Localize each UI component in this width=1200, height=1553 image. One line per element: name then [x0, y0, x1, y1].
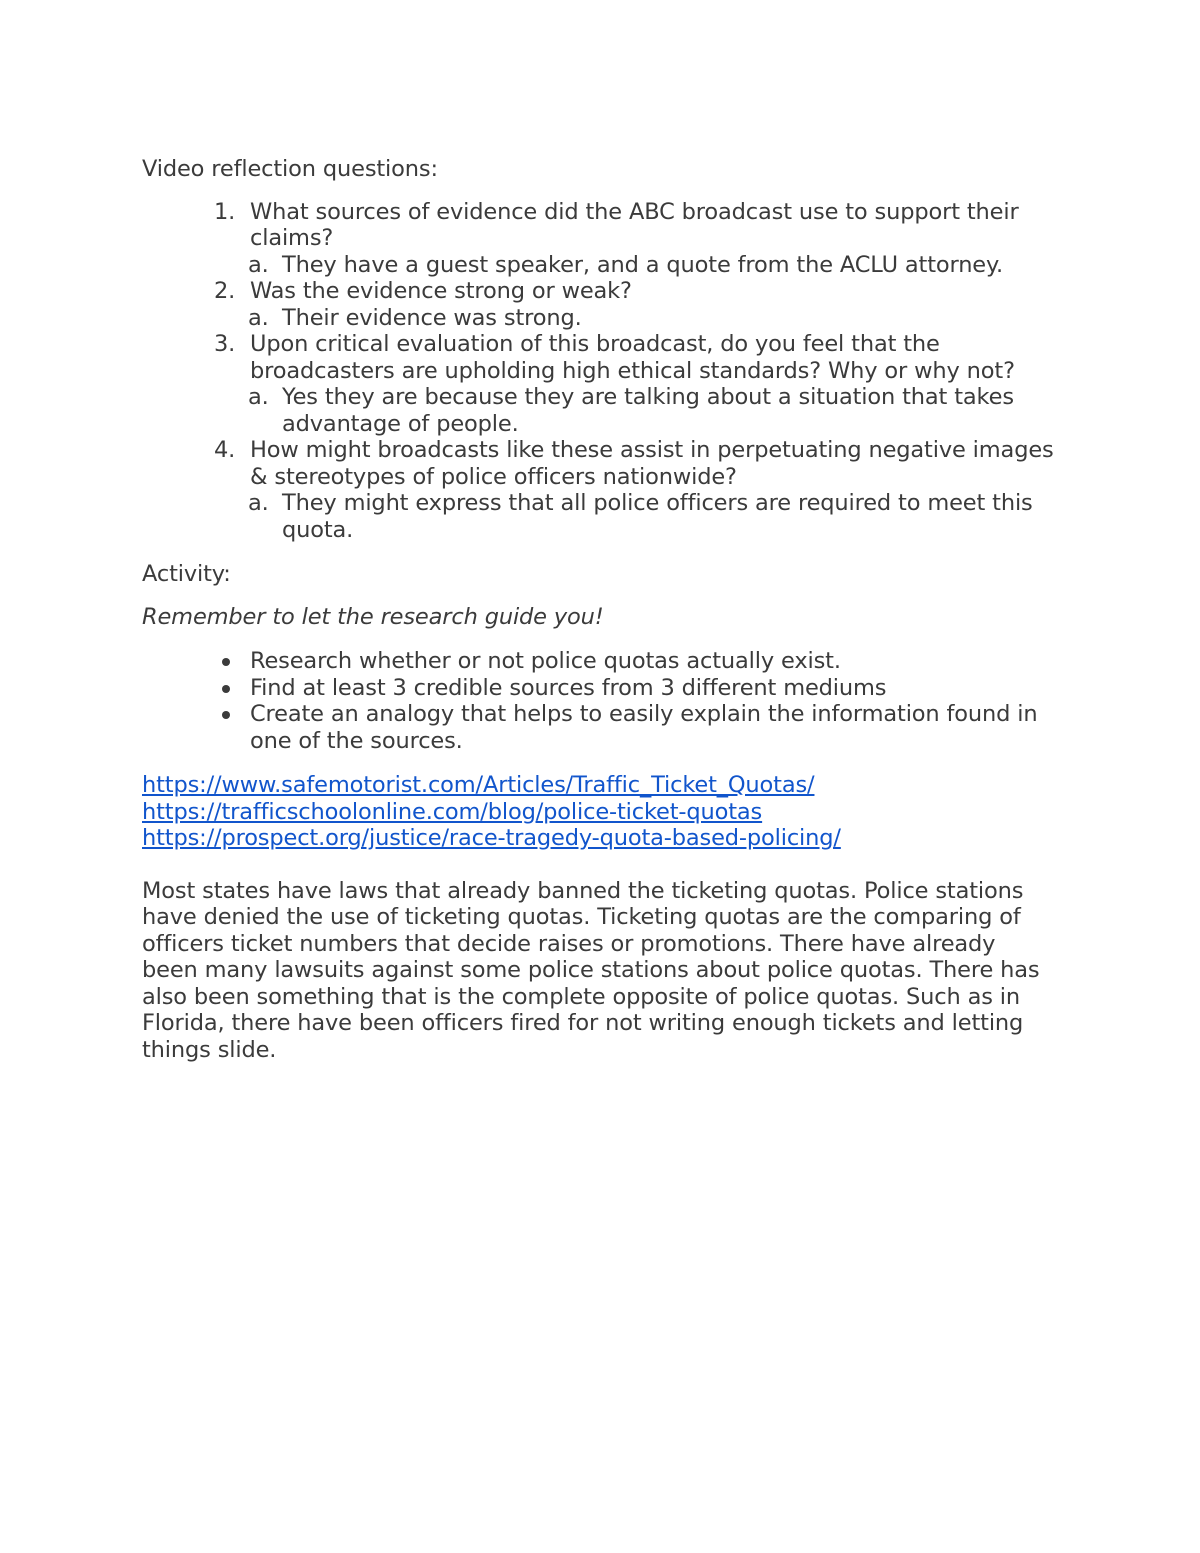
summary-paragraph: Most states have laws that already banned the ticketing quotas. Police stations have denied the use of ticketing quotas. Ticketing quotas are the comparing of officers ticket numbers that decide raises or promotions. There have already been many lawsuits against some police stations about police quotas. There has also been something that is the complete opposite of police quotas. Such as in Florida, there have been officers fired for not writing enough tickets and letting things slide. [142, 877, 1040, 1063]
source-links [142, 772, 1062, 852]
document-page [142, 156, 1062, 1063]
answer-text: Their evidence was strong. [282, 304, 582, 331]
answer-text: Yes they are because they are talking about a situation that takes advantage of people. [282, 384, 1014, 437]
answer-marker: a. [248, 384, 269, 410]
answer-marker: a. [248, 490, 269, 516]
section-heading-activity: Activity: [142, 561, 231, 587]
source-link-trafficschoolonline[interactable]: https://trafficschoolonline.com/blog/police-ticket-quotas [142, 798, 763, 825]
question-item-1 [142, 199, 1062, 252]
question-number: 1. [214, 198, 236, 225]
bullet-text: Research whether or not police quotas actually exist. [250, 648, 841, 674]
bullet-dot-icon [222, 711, 230, 719]
reminder-text: Remember to let the research guide you! [142, 603, 604, 630]
answer-text: They have a guest speaker, and a quote from the ACLU attorney. [282, 251, 1003, 278]
bullet-item-2 [142, 675, 1062, 702]
question-text: Upon critical evaluation of this broadcast, do you feel that the broadcasters are upholding high ethical standards? Why or why not? [250, 331, 1015, 384]
answer-item-3 [142, 384, 1062, 437]
answer-marker: a. [248, 251, 269, 278]
bullet-dot-icon [222, 658, 230, 666]
answer-marker: a. [248, 304, 269, 331]
source-link-safemotorist[interactable]: https://www.safemotorist.com/Articles/Traffic_Ticket_Quotas/ [142, 772, 815, 798]
question-number: 4. [214, 437, 236, 463]
question-text: Was the evidence strong or weak? [250, 278, 632, 304]
question-text: How might broadcasts like these assist in perpetuating negative images & stereotypes of police officers nationwide? [250, 437, 1054, 490]
question-item-2 [142, 278, 1062, 305]
activity-bullet-list [142, 648, 1062, 754]
question-item-4 [142, 437, 1062, 490]
section-heading-video-reflection: Video reflection questions: [142, 156, 438, 182]
question-number: 3. [214, 331, 236, 357]
answer-item-4 [142, 490, 1062, 543]
question-item-3 [142, 331, 1062, 384]
bullet-item-3 [142, 701, 1062, 754]
bullet-text: Create an analogy that helps to easily explain the information found in one of the sources. [250, 701, 1038, 754]
answer-text: They might express that all police officers are required to meet this quota. [282, 490, 1033, 543]
bullet-item-1 [142, 648, 1062, 675]
bullet-dot-icon [222, 685, 230, 693]
question-number: 2. [214, 278, 236, 304]
answer-item-2 [142, 305, 1062, 332]
answer-item-1 [142, 252, 1062, 279]
source-link-prospect[interactable]: https://prospect.org/justice/race-tragedy-quota-based-policing/ [142, 825, 841, 851]
question-text: What sources of evidence did the ABC broadcast use to support their claims? [250, 198, 1019, 251]
bullet-text: Find at least 3 credible sources from 3 different mediums [250, 674, 887, 701]
question-list [142, 199, 1062, 544]
